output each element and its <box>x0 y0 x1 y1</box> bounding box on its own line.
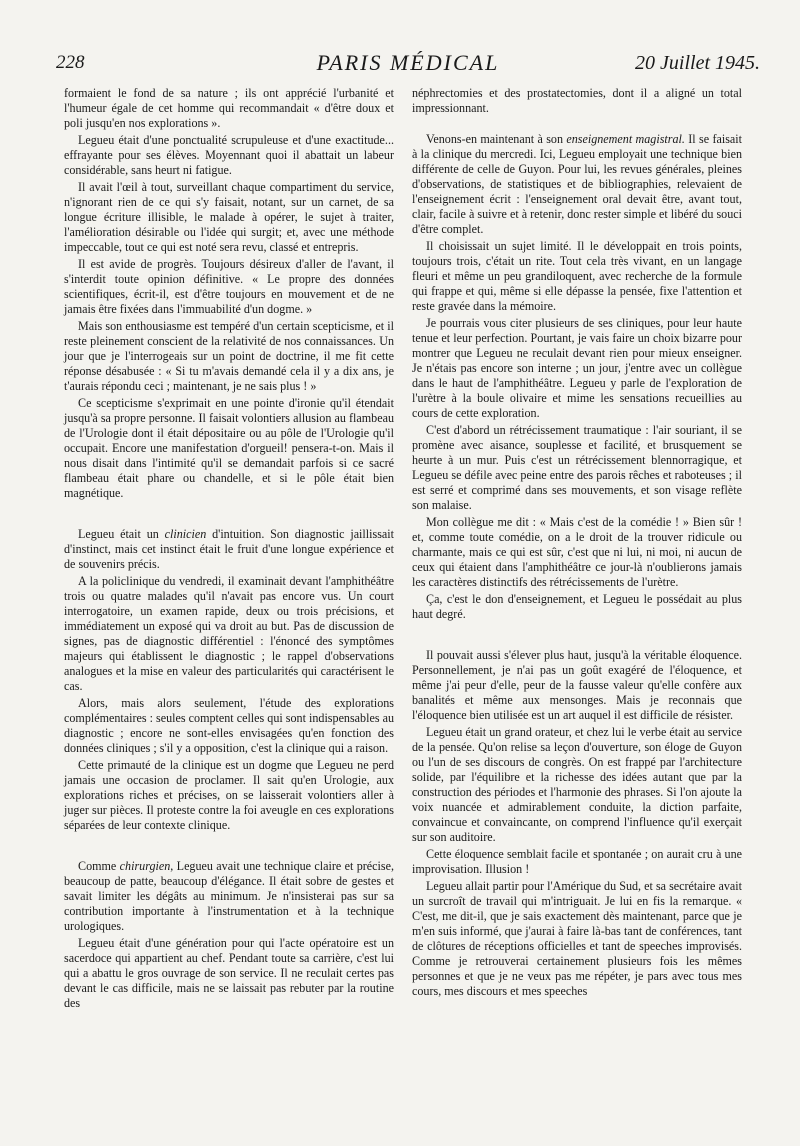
text-run: Venons-en maintenant à son <box>426 132 567 146</box>
paragraph: Mais son enthousiasme est tempéré d'un certain scepticisme, et il reste pleinement conscient de la relativité de nos connaissances. Un jour que je l'interrogeais sur un point de doctrine, il me fit cette réponse désabusée : « Si tu m'avais demandé cela il y a dix ans, je t'aurais répondu ceci ; maintenant, je ne sais plus ! » <box>64 319 394 393</box>
paragraph: Ça, c'est le don d'enseignement, et Legueu le possédait au plus haut degré. <box>412 592 742 621</box>
paragraph: Il est avide de progrès. Toujours désireux d'aller de l'avant, il s'interdit toute opinion définitive. « Le propre des données scientifiques, écrit-il, est d'être toujours en mouvement et de ne jamais être fixées dans l'immuabilité d'un dogme. » <box>64 257 394 316</box>
text-run: , Legueu avait une technique claire et précise, beaucoup de patte, beaucoup d'élégance. Il était sobre de gestes et savait limiter les dégâts au minimum. Je n'insisterai pas sur sa contribution importante à l'instrumentation et à la technique urologiques. <box>64 859 394 933</box>
paragraph: C'est d'abord un rétrécissement traumatique : l'air souriant, il se promène avec aisance, souplesse et facilité, et brusquement se heurte à un mur. Puis c'est un rétrécissement blennorragique, et Legueu se défile avec peine entre des parois rêches et raboteuses ; il est serré et comprimé dans ses mouvements, et son visage reflète son malaise. <box>412 423 742 512</box>
paragraph: Legueu était d'une ponctualité scrupuleuse et d'une exactitude... effrayante pour ses élèves. Moyennant quoi il abattait un labeur considérable, sans heurt ni fatigue. <box>64 133 394 177</box>
paragraph: Mon collègue me dit : « Mais c'est de la comédie ! » Bien sûr ! et, comme toute comédie, on a le droit de la trouver ridicule ou charmante, mais ce qui est sûr, c'est que ni lui, ni moi, ni aucun de ceux qui étaient dans l'amphithéâtre ce jour-là n'oublierons jamais les caractères distinctifs des rétrécissements de l'urètre. <box>412 515 742 589</box>
emphasis: clinicien <box>164 527 207 541</box>
page-number: 228 <box>56 52 85 73</box>
paragraph: Legueu allait partir pour l'Amérique du Sud, et sa secrétaire avait un surcroît de travail qui m'intriguait. Je lui en fis la remarque. « C'est, me dit-il, que je sais exactement dès maintenant, parce que je m'en suis informé, que j'aurai à faire là-bas tant de conférences, tant de clôtures de réceptions officielles et tant de speeches improvisés. Comme je retrouverai certainement plusieurs fois les mêmes personnes et que je ne veux pas me répéter, je pars avec tous mes cours, mes discours et mes speeches <box>412 879 742 998</box>
text-run: Il se faisait à la clinique du mercredi. Ici, Legueu employait une technique bien différente de celle de Guyon. Pour lui, les revues générales, pleines d'observations, de statistiques et de bibliographies, relevaient de l'enseignement écrit : l'enseignement oral devait être, avant tout, clair, facile à suivre et à retenir, donc rester simple et libéré du souci d'être complet. <box>412 132 742 236</box>
text-run: Comme <box>78 859 120 873</box>
journal-title: PARIS MÉDICAL <box>316 50 500 75</box>
right-column <box>412 86 742 1001</box>
paragraph: Il avait l'œil à tout, surveillant chaque compartiment du service, n'ignorant rien de ce qui s'y faisait, notant, sur un carnet, de sa longue écriture illisible, le malade à opérer, le sujet à traiter, l'amélioration désirable ou l'idée qui surgit; et, avec une méthode impeccable, tout ce qui est noté sera revu, classé et entrepris. <box>64 180 394 254</box>
paragraph <box>64 859 394 934</box>
issue-date: 20 Juillet 1945. <box>635 52 760 74</box>
paragraph: Legueu était d'une génération pour qui l'acte opératoire est un sacerdoce qui appartient au chef. Pendant toute sa carrière, c'est lui qui a abattu le gros ouvrage de son service. Il ne reculait certes pas devant le cas difficile, mais ne se laissait pas rebuter par la routine des <box>64 936 394 1010</box>
paragraph: Je pourrais vous citer plusieurs de ses cliniques, pour leur haute tenue et leur perfection. Pourtant, je vais faire un choix bizarre pour montrer que Legueu ne reculait devant rien pour mieux enseigner. Je n'étais pas encore son interne ; un jour, j'entre avec un collègue dans le haut de l'amphithéâtre. Legueu y parle de l'exploration de l'urètre à la boule olivaire et mime les sensations recueillies au cours de cette exploration. <box>412 316 742 420</box>
paragraph: Legueu était un grand orateur, et chez lui le verbe était au service de la pensée. Qu'on relise sa leçon d'ouverture, son éloge de Guyon ou l'un de ses discours de congrès. On est frappé par l'architecture solide, par l'équilibre et la richesse des idées autant que par la construction des périodes et l'harmonie des phrases. Si l'on ajoute la voix nuancée et admirablement conduite, la diction parfaite, convaincue et convaincante, on comprend l'influence qu'il exerçait sur son auditoire. <box>412 725 742 844</box>
paragraph: formaient le fond de sa nature ; ils ont apprécié l'urbanité et l'humeur égale de cet homme qui recommandait « d'être doux et poli jusqu'en nos explorations ». <box>64 86 394 130</box>
paragraph: A la policlinique du vendredi, il examinait devant l'amphithéâtre trois ou quatre malades qu'il n'avait pas encore vus. Un court interrogatoire, un examen rapide, deux ou trois précisions, et immédiatement un exposé qui va droit au but. Pas de discussion de signes, pas de diagnostic différentiel : l'énoncé des symptômes majeurs qui établissent le diagnostic ; le rappel d'observations analogues et la mise en valeur des particularités qui caractérisent le cas. <box>64 574 394 693</box>
page-header <box>56 50 760 80</box>
paragraph: Cette éloquence semblait facile et spontanée ; on aurait cru à une improvisation. Illusion ! <box>412 847 742 876</box>
text-run: d'intuition. Son diagnostic jaillissait d'instinct, mais cet instinct était le fruit d'une longue expérience et de souvenirs précis. <box>64 527 394 571</box>
paragraph: Il choisissait un sujet limité. Il le développait en trois points, toujours trois, c'était un rite. Tout cela très vivant, en un langage fleuri et même un peu grandiloquent, avec recherche de la formule qui frappe et qui, même si elle dépasse la pensée, fixe l'attention et reste gravée dans la mémoire. <box>412 239 742 313</box>
emphasis: enseignement magistral. <box>566 132 685 146</box>
paragraph: Alors, mais alors seulement, l'étude des explorations complémentaires : seules comptent celles qui sont indispensables au diagnostic ; encore ne sont-elles envisagées qu'en fonction des données cliniques ; s'il y a opposition, c'est la clinique qui a raison. <box>64 696 394 755</box>
text-run: Legueu était un <box>78 527 165 541</box>
paragraph: Ce scepticisme s'exprimait en une pointe d'ironie qu'il étendait jusqu'à sa propre personne. Il faisait volontiers allusion au flambeau de l'Urologie dont il était dépositaire ou au pôle de l'Urologie qu'il occupait. Encore une manifestation d'orgueil! pensera-t-on. Mais il nous disait dans l'intimité qu'il se demandait parfois si ce sacré flambeau était phare ou chandelle, et si le pôle était bien magnétique. <box>64 396 394 500</box>
paragraph <box>64 527 394 572</box>
paragraph: Il pouvait aussi s'élever plus haut, jusqu'à la véritable éloquence. Personnellement, je n'ai pas un goût exagéré de l'éloquence, et même j'ai peur d'elle, peur de la fausse valeur qu'elle confère aux banalités et même aux mensonges. Mais je reconnais que l'éloquence bien utilisée est un art auquel il est difficile de résister. <box>412 648 742 722</box>
paragraph: néphrectomies et des prostatectomies, dont il a aligné un total impressionnant. <box>412 86 742 115</box>
paragraph <box>412 132 742 237</box>
emphasis: chirurgien <box>119 859 171 873</box>
left-column <box>64 86 394 1013</box>
paragraph: Cette primauté de la clinique est un dogme que Legueu ne perd jamais une occasion de proclamer. Il sait qu'en Urologie, aux explorations riches et précises, on se laisserait volontiers aller à juger sur pièces. Il proteste contre la foi aveugle en ces explorations séparées de leur contexte clinique. <box>64 758 394 832</box>
